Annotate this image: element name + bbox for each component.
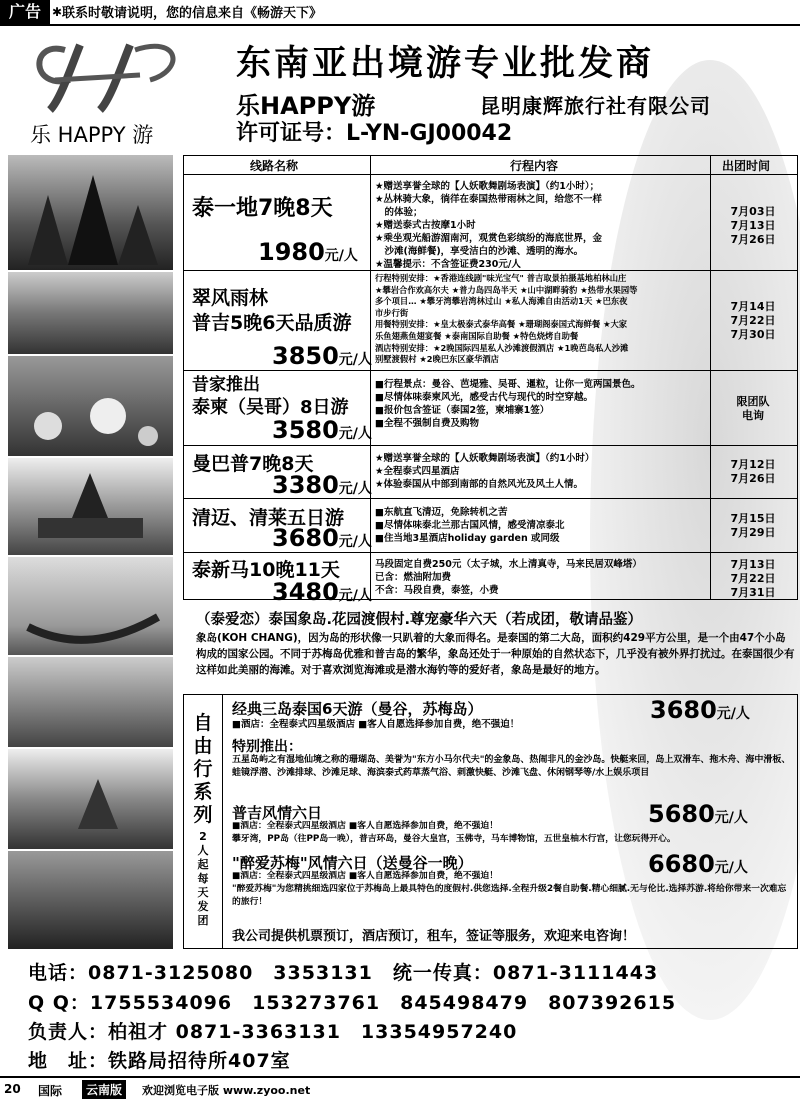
package-description: ■酒店：全程泰式四星级酒店 ■客人自愿选择参加自费，绝不强迫！	[232, 719, 520, 730]
route-title: 泰一地7晚8天	[192, 196, 333, 221]
photo-ruins	[8, 356, 173, 456]
route-price: 3850元/人	[272, 342, 372, 370]
route-price: 3480元/人	[272, 578, 372, 606]
top-notice: 联系时敬请说明，您的信息来自《畅游天下》	[62, 6, 323, 21]
page-number: 20	[4, 1082, 21, 1096]
route-title: 清迈、清莱五日游	[192, 507, 345, 529]
photo-street	[8, 272, 173, 354]
free-travel-label: 自由行系列	[193, 712, 213, 826]
route-dates: 7月14日 7月22日 7月30日	[730, 300, 776, 341]
route-description: 行程特别安排：★香港连线剧"味光宝气" 普吉取景拍摄基地柏林山庄 ★攀岩合作欢高尔夫 ★普力岛四岛半天 ★山中湖畔骑豹 ★热带水果园等 多个项目… ★攀牙湾攀岩湾林过山 ★私人海滩自由活动1天 ★巴东夜 市步行街 用餐特别安排：★皇太极泰式泰华高餐 ★珊瑚阁泰国式海鲜餐 ★大家 乐鱼翅燕鱼翅宴餐 ★泰南国际自助餐 ★特色烧烤自助餐 酒店特别安排：★2晚国际四星私人沙滩渡假酒店 ★1晚芭岛私人沙滩 别墅渡假村 ★2晚巴东区豪华酒店	[375, 273, 638, 365]
contact-manager: 负责人：柏祖才 0871-3363131 13354957240	[28, 1021, 518, 1043]
photo-statue	[8, 851, 173, 949]
route-description: 马段固定自费250元（太子城，水上清真寺，马来民居双峰塔） 已含：燃油附加费 不含：马段自费，泰签，小费	[375, 559, 642, 596]
ad-tag: 广告	[0, 0, 50, 24]
package-title: 经典三岛泰国6天游（曼谷，苏梅岛）	[232, 700, 483, 718]
footer-welcome: 欢迎浏览电子版 www.zyoo.net	[142, 1084, 311, 1097]
route-dates: 限团队 电询	[736, 395, 770, 422]
route-title: 泰新马10晚11天	[192, 559, 340, 581]
license-number: 许可证号：L-YN-GJ00042	[236, 121, 513, 146]
footer-rule	[0, 1076, 800, 1078]
edition-tag: 云南版	[82, 1080, 126, 1099]
route-title: 曼巴普7晚8天	[192, 453, 314, 475]
package-title: "醉爱苏梅"风情六日（送曼谷一晚）	[232, 854, 473, 872]
package-price: 6680元/人	[648, 850, 748, 878]
route-title: 翠风雨林	[192, 287, 269, 309]
route-dates: 7月12日 7月26日	[730, 458, 776, 485]
star-icon: ✱	[52, 5, 63, 19]
contact-address: 地 址：铁路局招待所407室	[28, 1050, 291, 1072]
free-travel-note: 2人起每天发团	[197, 830, 209, 927]
brand-name: 乐HAPPY游	[236, 92, 376, 120]
route-dates: 7月13日 7月22日 7月31日	[730, 558, 776, 599]
photo-longtail-boat	[8, 557, 173, 655]
route-price: 3380元/人	[272, 471, 372, 499]
route-description: ★赠送享誉全球的【人妖歌舞剧场表演】（约1小时）； ★丛林骑大象，徜徉在泰国热带雨林之间，给您不一样 的体验； ★赠送泰式古按摩1小时 ★乘坐观光船游湄南河，观赏色彩缤纷的海底世界，金 沙滩(海鲜餐)，享受洁白的沙滩、透明的海水。 ★温馨提示：不含签证费230元/人	[375, 181, 603, 270]
package-price: 5680元/人	[648, 800, 748, 828]
elephant-island-description: 象岛(KOH CHANG)，因为岛的形状像一只趴着的大象而得名。是泰国的第二大岛，面积约429平方公里，是一个由47个小岛构成的国家公园。不同于苏梅岛优雅和普吉岛的繁华，象岛还处于一种原始的自然状态下，几乎没有被外界打扰过。在泰国很少有这样如此美丽的海滩。对于喜欢浏览海滩或是潜水海钓等的爱好者，象岛是最好的地方。	[196, 632, 795, 676]
route-dates: 7月03日 7月13日 7月26日	[730, 205, 776, 246]
package-description: ■酒店：全程泰式四星级酒店 ■客人自愿选择参加自费，绝不强迫！ "醉爱苏梅"为您精挑细选四家位于苏梅岛上最具特色的度假村.供您选择.全程升级2餐自助餐.精心细腻.无与伦比.选择苏游.将给你带来一次难忘的旅行！	[232, 871, 787, 907]
page-section: 国际	[38, 1084, 63, 1098]
package-description: 五星岛屿之有湿地仙境之称的珊瑚岛、美誉为"东方小马尔代夫"的金象岛、热闹非凡的金沙岛。快艇来回，岛上双滑车、拖木舟、海中滑板、蛙镜浮潜、沙滩排球、沙滩足球、海滨泰式药草蒸气浴、刺激快艇、沙滩飞盘、休闲钢琴等/水上娱乐项目	[232, 755, 791, 778]
happy-h-logo-icon	[10, 30, 200, 115]
route-price: 3680元/人	[272, 524, 372, 552]
services-note: 我公司提供机票预订，酒店预订，租车，签证等服务，欢迎来电咨询！	[232, 929, 636, 944]
photo-stupa	[8, 749, 173, 849]
header-route: 线路名称	[250, 159, 299, 173]
route-description: ■东航直飞清迈，免除转机之苦 ■尽情体味泰北兰那古国风情，感受清凉泰北 ■住当地3星酒店holiday garden 或同级	[375, 507, 565, 544]
route-title: 泰柬（吴哥）8日游	[192, 397, 349, 418]
col-divider	[222, 694, 223, 949]
contact-phone: 电话：0871-3125080 3353131 统一传真：0871-3111443	[28, 962, 659, 984]
company-name: 昆明康辉旅行社有限公司	[480, 94, 711, 118]
package-title: 普吉风情六日	[232, 804, 323, 822]
route-description: ■行程景点：曼谷、芭堤雅、吴哥、暹粒，让你一览两国景色。 ■尽情体味泰柬风光，感受古代与现代的时空穿越。 ■报价包含签证（泰国2签，柬埔寨1签） ■全程不强制自费及购物	[375, 379, 641, 429]
logo-text: 乐 HAPPY 游	[30, 123, 154, 147]
route-title: 普吉5晚6天品质游	[192, 312, 352, 334]
route-description: ★赠送享誉全球的【人妖歌舞剧场表演】（约1小时） ★全程泰式四星酒店 ★体验泰国从中部到南部的自然风光及风土人情。	[375, 453, 595, 490]
logo	[10, 30, 200, 150]
contact-qq: Q Q：1755534096 153273761 845498479 807392615	[28, 992, 677, 1014]
photo-palace	[8, 458, 173, 555]
header-itinerary: 行程内容	[510, 159, 559, 173]
photo-temple	[8, 155, 173, 270]
header-departure: 出团时间	[722, 159, 771, 173]
photo-island	[8, 657, 173, 747]
route-price: 3580元/人	[272, 416, 372, 444]
route-dates: 7月15日 7月29日	[730, 512, 776, 539]
package-title: 特别推出：	[232, 739, 302, 755]
package-price: 3680元/人	[650, 696, 750, 724]
headline: 东南亚出境游专业批发商	[236, 44, 655, 84]
route-price: 1980元/人	[258, 238, 358, 266]
package-description: ■酒店：全程泰式四星级酒店 ■客人自愿选择参加自费，绝不强迫！ 攀牙湾，PP岛（往PP岛一晚），普吉环岛，曼谷大皇宫，玉佛寺，马车博物馆，五世皇柚木行宫，让您玩得开心。	[232, 821, 676, 844]
elephant-island-headline: （泰爱恋）泰国象岛.花园渡假村.尊宠豪华六天（若成团，敬请品鉴）	[196, 612, 643, 628]
route-title: 昔家推出	[192, 375, 260, 395]
